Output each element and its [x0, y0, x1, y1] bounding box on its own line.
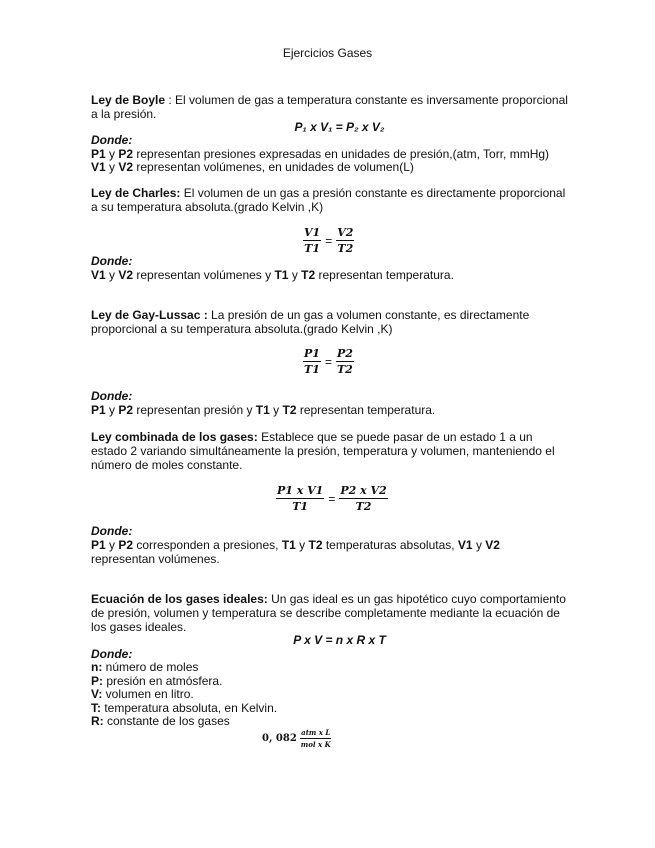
charles-donde: Donde: — [91, 254, 133, 268]
ideales-item-v: V: volumen en litro. — [91, 687, 194, 701]
boyle-donde: Donde: — [91, 133, 133, 147]
gas-constant-units-den: mol x K — [300, 740, 331, 749]
gaylussac-formula: $\frac{P1}{T1}$ = $\frac{P2}{T2}$ — [304, 347, 353, 376]
combinada-donde: Donde: — [91, 524, 133, 538]
combinada-paragraph — [91, 430, 571, 472]
ideales-heading: Ecuación de los gases ideales: — [91, 592, 268, 606]
ideales-text: Un gas ideal es un gas hipotético cuyo comportamiento de presión, volumen y temperatura se describe completamente mediante la ecuación de los gases ideales. — [91, 592, 566, 634]
gas-constant — [262, 728, 332, 749]
ideales-formula: P x V = n x R x T — [293, 633, 386, 647]
charles-definition: V1 y V2 representan volúmenes y T1 y T2 representan temperatura. — [91, 268, 454, 282]
page-title: Ejercicios Gases — [282, 46, 373, 60]
ideales-item-p: P: presión en atmósfera. — [91, 674, 223, 688]
ideales-donde: Donde: — [91, 647, 133, 661]
boyle-formula: P₁ x V₁ = P₂ x V₂ — [294, 120, 385, 134]
gaylussac-text: La presión de un gas a volumen constante, es directamente proporcional a su temperatura absoluta.(grado Kelvin ,K) — [91, 308, 530, 336]
boyle-text: : El volumen de gas a temperatura constante es inversamente proporcional a la presión. — [91, 93, 568, 121]
combinada-definition: P1 y P2 corresponden a presiones, T1 y T2 temperaturas absolutas, V1 y V2 representan volúmenes. — [91, 538, 500, 566]
ideales-item-n: n: número de moles — [91, 660, 199, 674]
combinada-text: Establece que se puede pasar de un estado 1 a un estado 2 variando simultáneamente la presión, temperatura y volumen, manteniendo el número de moles constante. — [91, 430, 555, 472]
ideales-paragraph — [91, 592, 571, 634]
combinada-formula: $\frac{\text{P1 x V1}}{T1}$ = $\frac{\text{P2 x V2}}{T2}$ — [277, 484, 387, 513]
ideales-item-r: R: constante de los gases — [91, 714, 230, 728]
gas-constant-value: 0, 082 — [262, 733, 297, 744]
boyle-paragraph — [91, 93, 571, 121]
gaylussac-heading: Ley de Gay-Lussac : — [91, 308, 208, 322]
gaylussac-paragraph — [91, 308, 571, 336]
charles-text: El volumen de un gas a presión constante es directamente proporcional a su temperatura absoluta.(grado Kelvin ,K) — [91, 186, 566, 214]
gaylussac-definition: P1 y P2 representan presión y T1 y T2 representan temperatura. — [91, 403, 436, 417]
gaylussac-donde: Donde: — [91, 389, 133, 403]
combinada-heading: Ley combinada de los gases: — [91, 430, 258, 444]
ideales-item-t: T: temperatura absoluta, en Kelvin. — [91, 701, 278, 715]
boyle-definition-p: P1 y P2 representan presiones expresadas en unidades de presión,(atm, Torr, mmHg) — [91, 147, 550, 161]
charles-formula: $\frac{V1}{T1}$ = $\frac{V2}{T2}$ — [304, 226, 354, 255]
gas-constant-units-num: atm x L — [301, 728, 331, 737]
boyle-heading: Ley de Boyle — [91, 93, 166, 107]
charles-paragraph — [91, 186, 571, 214]
boyle-definition-v: V1 y V2 representan volúmenes, en unidades de volumen(L) — [91, 160, 414, 174]
charles-heading: Ley de Charles: — [91, 186, 181, 200]
